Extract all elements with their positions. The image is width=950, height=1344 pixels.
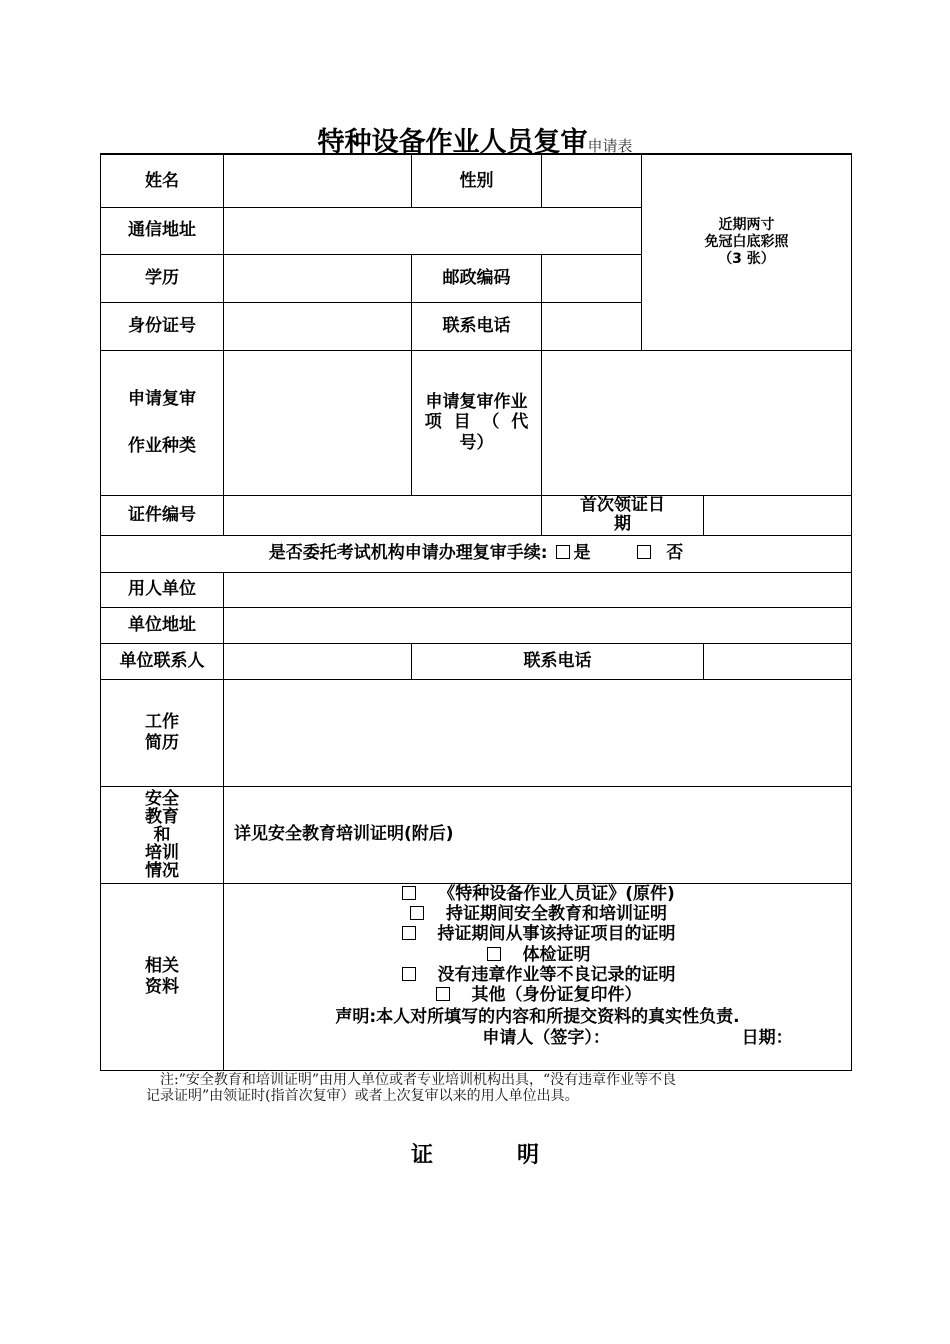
work-history-label [101,679,224,786]
doc-label: 持证期间安全教育和培训证明 [446,903,667,924]
footnote-line2: 记录证明”由领证时(指首次复审）或者上次复审以来的用人单位出具。 [146,1088,579,1104]
entrust-question: 是否委托考试机构申请办理复审手续: [268,543,548,564]
postcode-field[interactable] [542,254,642,302]
employer-address-label: 单位地址 [101,607,224,643]
applicant-signature-label: 申请人（签字）： [482,1027,610,1048]
doc-item [224,904,851,924]
education-label: 学历 [101,254,224,302]
employer-field[interactable] [224,572,852,607]
form-title-sub: 申请表 [587,137,633,155]
review-item-field[interactable] [542,350,852,495]
entrust-yes-checkbox[interactable] [556,545,570,559]
related-docs-label-line1: 相关 [145,956,179,977]
employer-address-field[interactable] [224,607,852,643]
safety-label-line2: 教育 [145,806,179,827]
photo-hint-line2: 免冠白底彩照 [704,233,789,250]
first-issue-date-label [542,495,704,535]
doc-label: 持证期间从事该持证项目的证明 [437,924,676,945]
review-type-field[interactable] [224,350,412,495]
entrust-yes-label: 是 [573,543,591,564]
doc-label: 体检证明 [522,944,591,965]
signature-line [224,1028,851,1048]
safety-label-line1: 安全 [145,788,179,809]
employer-contact-label: 单位联系人 [101,643,224,679]
photo-hint-line1: 近期两寸 [718,217,775,234]
safety-label-line4: 培训 [145,842,179,863]
name-label: 姓名 [101,154,224,207]
employer-label: 用人单位 [101,572,224,607]
gender-field[interactable] [542,154,642,207]
education-field[interactable] [224,254,412,302]
first-issue-date-label-line1: 首次领证日 [580,495,665,515]
phone-label: 联系电话 [412,302,542,350]
review-item-label [412,350,542,495]
review-type-label-line2: 作业种类 [128,435,196,456]
work-history-field[interactable] [224,679,852,786]
cert-number-field[interactable] [224,495,542,535]
photo-hint-line3: （3 张） [718,250,775,267]
safety-education-label [101,786,224,883]
name-field[interactable] [224,154,412,207]
doc-label: 没有违章作业等不良记录的证明 [437,965,676,986]
id-number-field[interactable] [224,302,412,350]
entrust-row [101,535,852,572]
footnote [146,1072,826,1104]
doc-label: 《特种设备作业人员证》(原件) [438,883,675,904]
phone-field[interactable] [542,302,642,350]
related-docs-list [224,883,852,1070]
review-item-label-line2: 项 目 （ 代 [424,412,529,433]
safety-label-line5: 情况 [145,860,179,881]
doc-item [224,945,851,965]
review-item-label-line3: 号） [459,432,494,453]
review-type-label-line1: 申请复审 [128,388,196,409]
id-number-label: 身份证号 [101,302,224,350]
certificate-heading-char1: 证 [410,1142,433,1168]
entrust-no-checkbox[interactable] [637,545,651,559]
postcode-label: 邮政编码 [412,254,542,302]
address-field[interactable] [224,207,642,254]
doc-checkbox[interactable] [402,886,416,900]
doc-checkbox[interactable] [402,967,416,981]
doc-item [224,884,851,904]
work-history-label-line1: 工作 [145,712,179,733]
first-issue-date-field[interactable] [704,495,852,535]
form-title-main: 特种设备作业人员复审 [317,127,588,158]
doc-checkbox[interactable] [487,947,501,961]
signature-date-label: 日期： [741,1027,793,1048]
related-docs-label-line2: 资料 [145,976,179,997]
first-issue-date-label-line2: 期 [614,514,631,534]
doc-checkbox[interactable] [402,926,416,940]
doc-item [224,965,851,985]
application-form-table [100,153,852,1071]
cert-number-label: 证件编号 [101,495,224,535]
work-history-label-line2: 简历 [145,732,179,753]
review-type-label [101,350,224,495]
employer-contact-field[interactable] [224,643,412,679]
declaration: 声明:本人对所填写的内容和所提交资料的真实性负责. [335,1006,740,1027]
footnote-line1: 注:”安全教育和培训证明”由用人单位或者专业培训机构出具，“没有违章作业等不良 [160,1072,677,1088]
doc-checkbox[interactable] [410,906,424,920]
doc-label: 其他（身份证复印件） [471,985,642,1006]
photo-box[interactable] [642,154,852,350]
doc-item [224,924,851,944]
safety-education-value: 详见安全教育培训证明(附后) [224,786,852,883]
employer-phone-label: 联系电话 [412,643,704,679]
gender-label: 性别 [412,154,542,207]
related-docs-label [101,883,224,1070]
safety-label-line3: 和 [153,824,171,845]
review-item-label-line1: 申请复审作业 [425,391,528,412]
doc-checkbox[interactable] [436,987,450,1001]
employer-phone-field[interactable] [704,643,852,679]
certificate-heading [0,1138,950,1169]
address-label: 通信地址 [101,207,224,254]
entrust-no-label: 否 [666,543,684,564]
certificate-heading-char2: 明 [517,1142,540,1168]
doc-item [224,985,851,1005]
